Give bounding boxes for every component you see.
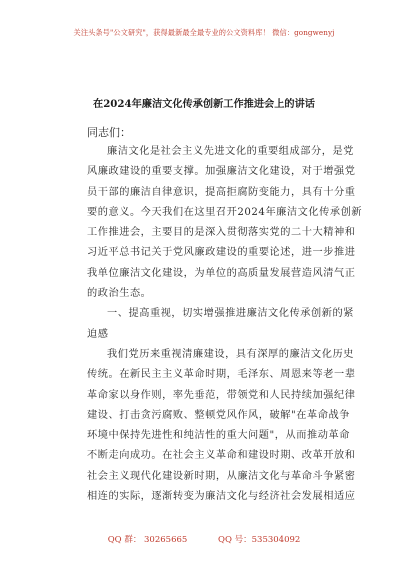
paragraph-line: 建设、打击贪污腐败、整顿党风作风，破解"在革命战争 — [87, 409, 350, 421]
paragraph-line: 相连的实际，逐渐转变为廉洁文化与经济社会发展相适应 — [87, 491, 356, 503]
paragraph-line: 的政治生态。 — [87, 288, 152, 300]
section-heading-line: 迫感 — [87, 328, 109, 340]
paragraph-line: 员干部的廉洁自律意识，提高拒腐防变能力，具有十分重 — [87, 186, 356, 198]
paragraph-line: 工作推进会，主要目的是深入贯彻落实党的二十大精神和 — [87, 227, 356, 239]
paragraph-line: 不断走向成功。在社会主义革命和建设时期、改革开放和 — [87, 450, 356, 462]
paragraph-line: 习近平总书记关于党风廉政建设的重要论述，进一步推进 — [87, 247, 356, 259]
qq-group-number: QQ 群： 30265665 — [107, 535, 188, 545]
paragraph-line: 风廉政建设的重要支撑。加强廉洁文化建设，对于增强党 — [87, 166, 356, 178]
paragraph-line: 传统。在新民主主义革命时期，毛泽东、周恩来等老一辈 — [87, 369, 356, 381]
salutation: 同志们： — [87, 126, 131, 139]
paragraph-line: 廉洁文化是社会主义先进文化的重要组成部分，是党 — [107, 146, 354, 157]
section-heading-line: 一、提高重视，切实增强推进廉洁文化传承创新的紧 — [107, 308, 354, 320]
header-banner: 关注头条号"公文研究"，获得最新最全最专业的公文资料库！ 微信：gongwenyj — [73, 28, 335, 37]
paragraph-line: 要的意义。今天我们在这里召开2024年廉洁文化传承创新 — [87, 206, 363, 218]
paragraph-line: 我们党历来重视清廉建设，具有深厚的廉洁文化历史 — [107, 348, 354, 360]
document-title: 在2024年廉洁文化传承创新工作推进会上的讲话 — [93, 98, 315, 110]
paragraph-line: 我单位廉洁文化建设，为单位的高质量发展营造风清气正 — [87, 267, 356, 279]
paragraph-line: 社会主义现代化建设新时期，从廉洁文化与革命斗争紧密 — [87, 470, 356, 482]
paragraph-line: 环境中保持先进性和纯洁性的重大问题"，从而推动革命 — [87, 430, 350, 442]
body-text — [87, 142, 363, 507]
paragraph-line: 革命家以身作则，率先垂范，带领党和人民持续加强纪律 — [87, 389, 356, 401]
qq-account-number: QQ 号：535304092 — [218, 535, 301, 545]
footer-contact — [0, 533, 408, 545]
